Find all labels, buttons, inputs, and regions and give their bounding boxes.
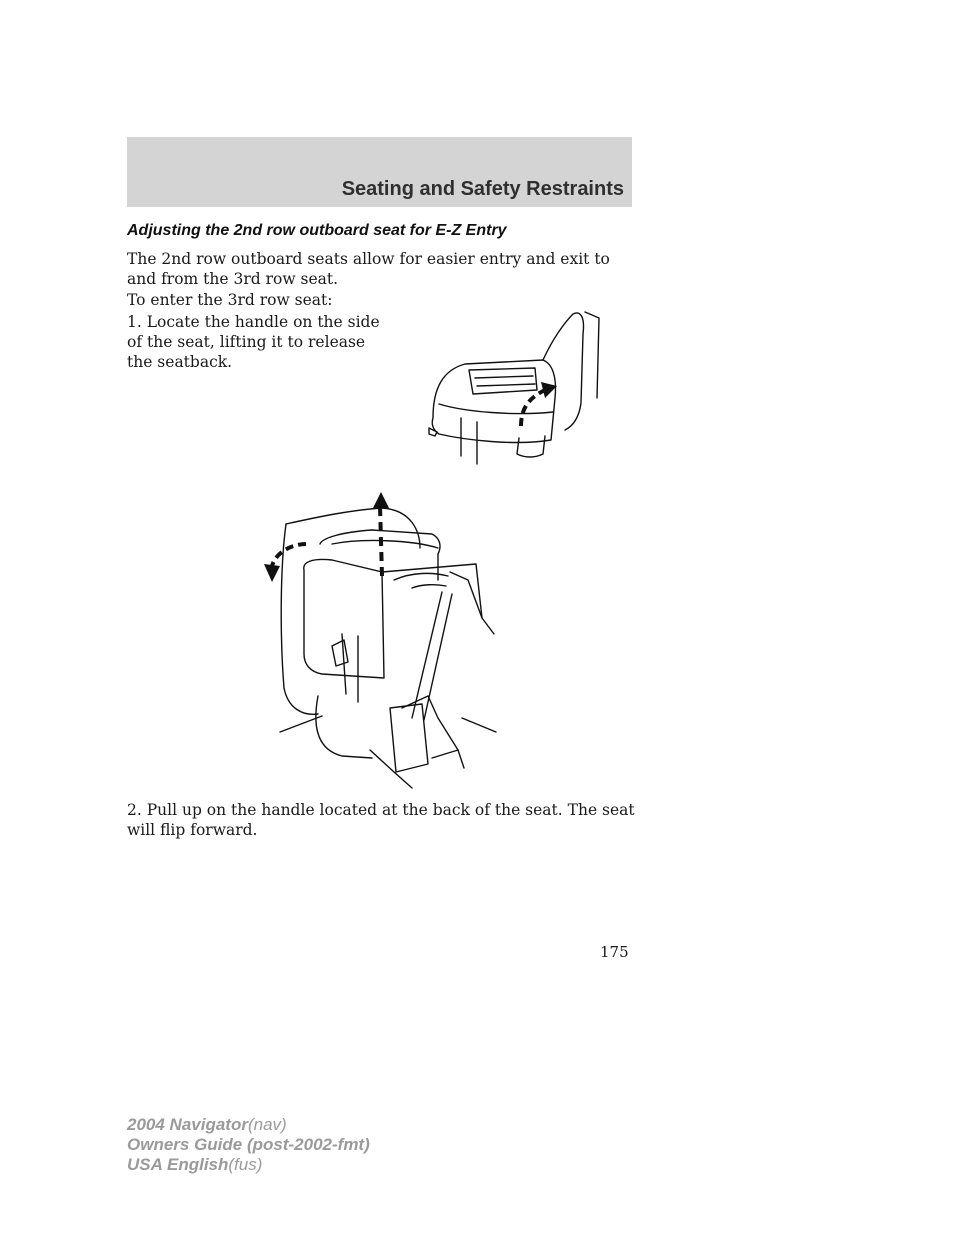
document-footer [127, 1115, 370, 1175]
enter-label: To enter the 3rd row seat: [127, 291, 333, 309]
seat-side-handle-illustration [425, 308, 610, 468]
page-header-title: Seating and Safety Restraints [341, 178, 624, 200]
header-band [127, 137, 632, 207]
section-title: Adjusting the 2nd row outboard seat for E-Z Entry [127, 222, 507, 239]
step-1-text: 1. Locate the handle on the side of the seat, lifting it to release the seatback. [127, 313, 380, 371]
intro-paragraph: The 2nd row outboard seats allow for easier entry and exit to and from the 3rd row seat. [127, 250, 610, 288]
seat-back-handle-illustration [262, 488, 497, 793]
page-number: 175 [600, 943, 629, 961]
footer-language: USA English [127, 1155, 229, 1174]
footer-guide: Owners Guide (post-2002-fmt) [127, 1135, 370, 1154]
footer-model-code: (nav) [247, 1115, 287, 1134]
footer-language-code: (fus) [228, 1155, 263, 1174]
step-2-text: 2. Pull up on the handle located at the back of the seat. The seat will flip forward. [127, 801, 635, 839]
footer-model: 2004 Navigator [127, 1115, 248, 1134]
